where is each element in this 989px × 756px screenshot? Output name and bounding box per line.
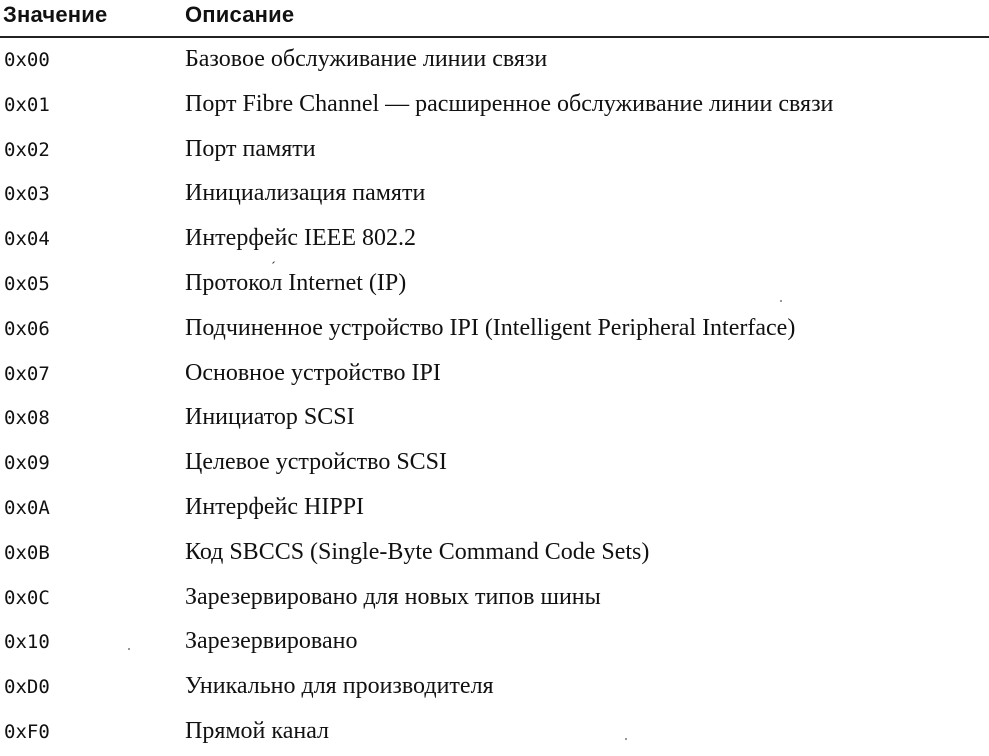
table-row	[0, 39, 989, 84]
row-description: Базовое обслуживание линии связи	[185, 46, 548, 72]
row-description: Уникально для производителя	[185, 673, 494, 700]
row-value: 0xF0	[4, 720, 50, 743]
table-row	[0, 173, 989, 218]
row-description: Порт Fibre Channel — расширенное обслуживание линии связи	[185, 90, 834, 117]
row-description: Протокол Internet (IP)	[185, 269, 407, 296]
row-value: 0x06	[4, 317, 50, 340]
row-value: 0x0C	[4, 586, 50, 609]
row-value: 0x01	[4, 93, 50, 116]
table-row	[0, 532, 989, 577]
row-value: 0x00	[4, 49, 50, 71]
row-value: 0x05	[4, 272, 50, 295]
table-row	[0, 711, 989, 756]
table-row	[0, 577, 989, 622]
row-description: Интерфейс HIPPI	[185, 493, 365, 520]
table-row	[0, 263, 989, 308]
row-value: 0x08	[4, 407, 50, 430]
table-row	[0, 353, 989, 398]
row-value: 0x04	[4, 228, 50, 251]
row-description: Основное устройство IPI	[185, 359, 441, 386]
table-body	[0, 39, 989, 756]
row-value: 0x10	[4, 631, 50, 654]
header-rule	[0, 36, 989, 38]
row-value: 0x02	[4, 138, 50, 161]
row-value: 0x0B	[4, 541, 50, 564]
row-value: 0x0A	[4, 496, 50, 519]
row-description: Интерфейс IEEE 802.2	[185, 225, 416, 252]
column-header-value: Значение	[3, 2, 108, 27]
table-row	[0, 84, 989, 129]
table-header	[0, 0, 989, 36]
table-row	[0, 621, 989, 666]
row-description: Инициатор SCSI	[185, 404, 355, 431]
table-row	[0, 397, 989, 442]
row-description: Инициализация памяти	[185, 180, 426, 207]
row-value: 0x07	[4, 362, 50, 385]
row-description: Код SBCCS (Single-Byte Command Code Sets)	[185, 538, 650, 565]
row-description: Порт памяти	[185, 135, 316, 162]
scan-speck	[625, 738, 627, 740]
row-description: Зарезервировано для новых типов шины	[185, 583, 601, 610]
table-row	[0, 308, 989, 353]
row-value: 0x09	[4, 452, 50, 475]
row-value: 0xD0	[4, 676, 50, 699]
table-row	[0, 129, 989, 174]
row-description: Зарезервировано	[185, 628, 358, 655]
row-description: Прямой канал	[185, 717, 330, 744]
row-value: 0x03	[4, 183, 50, 206]
row-description: Подчиненное устройство IPI (Intelligent Peripheral Interface)	[185, 314, 796, 341]
scan-speck	[780, 300, 782, 302]
table-row	[0, 666, 989, 711]
row-description: Целевое устройство SCSI	[185, 449, 448, 476]
table-row	[0, 218, 989, 263]
table-row	[0, 442, 989, 487]
scan-speck	[128, 648, 130, 650]
column-header-description: Описание	[185, 2, 295, 27]
table-row	[0, 487, 989, 532]
